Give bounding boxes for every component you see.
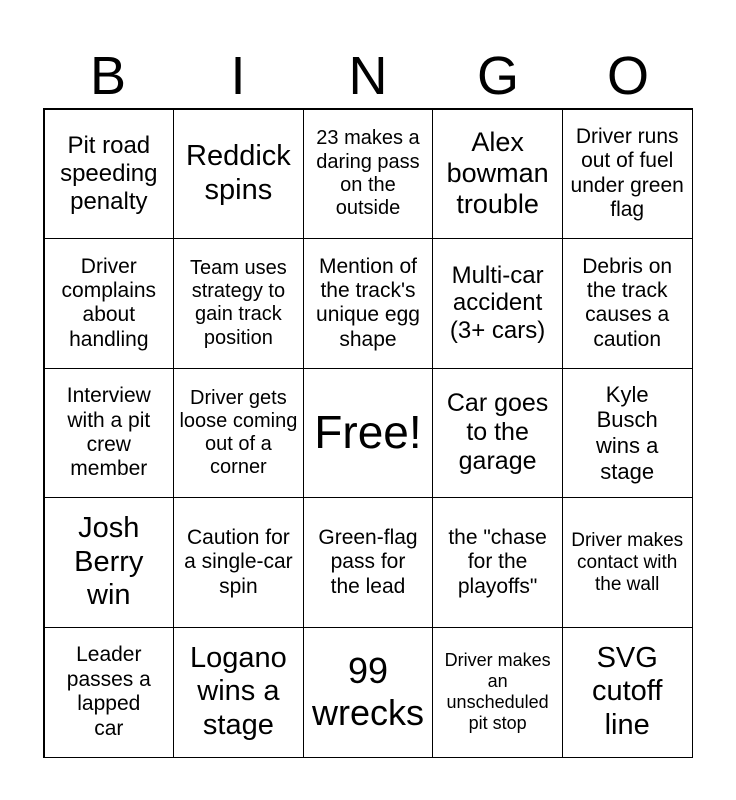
bingo-cell[interactable] [44, 627, 175, 758]
bingo-cell[interactable] [303, 627, 434, 758]
cell-text: Josh Berry win [74, 512, 144, 612]
bingo-cell[interactable] [173, 238, 304, 369]
cell-text: Driver gets loose coming out of a corner [179, 386, 298, 479]
cell-text: Driver makes contact with the wall [571, 529, 684, 595]
cell-text: Leader passes a lapped car [66, 643, 151, 740]
bingo-board [43, 108, 693, 758]
cell-text: Team uses strategy to gain track position [190, 257, 287, 349]
bingo-cell[interactable] [562, 238, 693, 369]
cell-text: SVG cutoff line [591, 641, 663, 741]
cell-text: Debris on the track causes a caution [582, 254, 673, 351]
bingo-cell[interactable] [432, 497, 563, 628]
bingo-cell[interactable] [303, 109, 434, 240]
bingo-cell[interactable] [44, 368, 175, 499]
header-letter-o: O [606, 46, 649, 106]
bingo-cell[interactable] [173, 368, 304, 499]
cell-text: Interview with a pit crew member [66, 384, 151, 481]
cell-text: 23 makes a daring pass on the outside [316, 127, 420, 219]
cell-text: Kyle Busch wins a stage [596, 381, 659, 484]
cell-text: Driver runs out of fuel under green flag [570, 125, 684, 222]
cell-text: Reddick spins [186, 140, 291, 206]
bingo-cell[interactable] [562, 368, 693, 499]
bingo-cell[interactable] [562, 627, 693, 758]
bingo-cell[interactable] [173, 497, 304, 628]
cell-text: 99 wrecks [311, 650, 424, 734]
header-letter-b: B [89, 46, 127, 106]
header-letter-g: G [476, 46, 519, 106]
cell-text: Free! [314, 406, 422, 459]
bingo-cell[interactable] [432, 238, 563, 369]
cell-text: Mention of the track's unique egg shape [316, 254, 420, 351]
bingo-cell[interactable] [44, 109, 175, 240]
bingo-cell[interactable] [562, 109, 693, 240]
bingo-cell[interactable] [303, 238, 434, 369]
bingo-cell free-space[interactable] [303, 368, 434, 499]
cell-text: Logano wins a stage [190, 641, 287, 741]
cell-text: Car goes to the garage [446, 389, 549, 476]
header-letter-i: I [230, 46, 246, 106]
bingo-cell[interactable] [432, 627, 563, 758]
bingo-cell[interactable] [432, 368, 563, 499]
bingo-cell[interactable] [173, 109, 304, 240]
bingo-cell[interactable] [44, 238, 175, 369]
cell-text: the "chase for the playoffs" [448, 526, 547, 598]
cell-text: Green-flag pass for the lead [318, 526, 418, 598]
bingo-cell[interactable] [303, 497, 434, 628]
cell-text: Caution for a single-car spin [184, 526, 293, 598]
cell-text: Driver makes an unscheduled pit stop [444, 650, 551, 734]
bingo-cell[interactable] [173, 627, 304, 758]
bingo-header [43, 44, 693, 108]
cell-text: Multi-car accident (3+ cars) [449, 261, 546, 345]
cell-text: Alex bowman trouble [446, 126, 549, 220]
cell-text: Pit road speeding penalty [60, 132, 158, 215]
header-letter-n: N [348, 46, 388, 106]
bingo-cell[interactable] [562, 497, 693, 628]
cell-text: Driver complains about handling [61, 254, 157, 351]
bingo-cell[interactable] [432, 109, 563, 240]
bingo-cell[interactable] [44, 497, 175, 628]
